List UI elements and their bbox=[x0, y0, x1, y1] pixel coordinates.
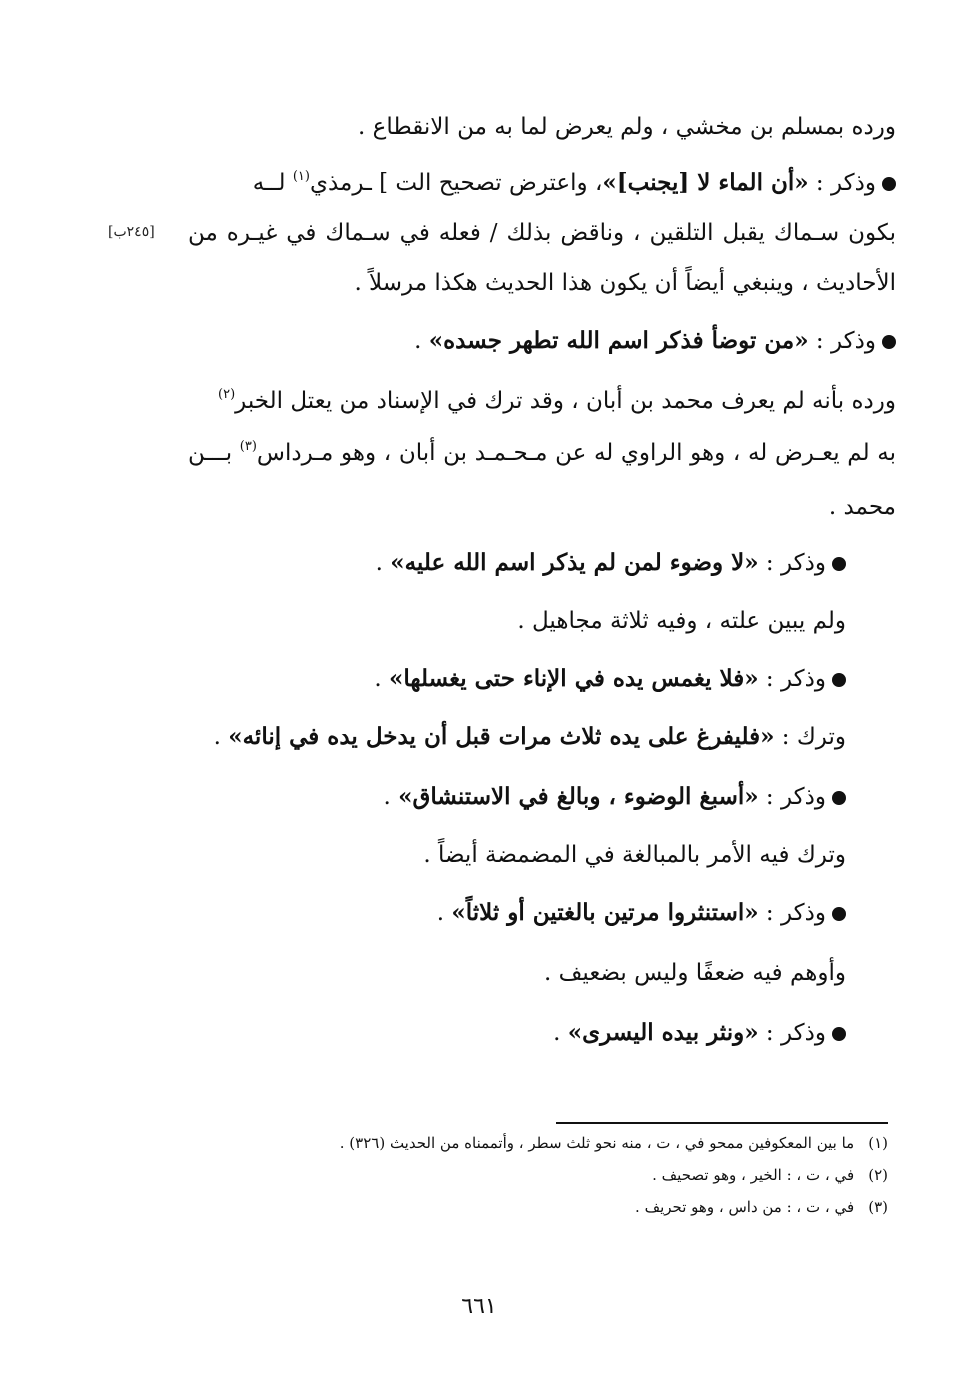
line-prefix: وترك : bbox=[774, 724, 846, 750]
bullet-icon bbox=[882, 177, 896, 191]
text-line bbox=[374, 662, 846, 696]
text-line bbox=[214, 720, 846, 754]
line-prefix: وذكر : bbox=[758, 1020, 826, 1046]
bullet-icon bbox=[832, 791, 846, 805]
line-prefix: وذكر : bbox=[808, 328, 876, 354]
footnote-divider bbox=[556, 1122, 888, 1124]
footnote-number: (٣) bbox=[868, 1198, 888, 1216]
line-prefix: وذكر : bbox=[758, 784, 826, 810]
line-text: الأحاديث ، وينبغي أيضاً أن يكون هذا الحديث هكذا مرسلاً . bbox=[354, 270, 896, 296]
text-line bbox=[544, 956, 846, 990]
line-text: . bbox=[213, 724, 229, 750]
bullet-icon bbox=[832, 907, 846, 921]
line-text: . bbox=[375, 550, 391, 576]
text-line bbox=[517, 604, 846, 638]
line-text: بكون سـماك يقبل التلقين ، وناقض بذلك / فعله في سـماك في غيـره من bbox=[188, 220, 896, 246]
text-line bbox=[553, 1016, 846, 1050]
footnote-number: (١) bbox=[868, 1134, 888, 1152]
footnote-ref: (١) bbox=[292, 169, 310, 184]
line-text: ورده بأنه لم يعرف محمد بن أبان ، وقد ترك في الإسناد من يعتل الخبر bbox=[235, 388, 896, 414]
footnote bbox=[635, 1198, 888, 1216]
text-line bbox=[376, 546, 846, 580]
hadith-quote: «فلا يغمس يده في الإناء حتى يغسلها» bbox=[389, 665, 759, 692]
line-text: لــه bbox=[252, 170, 293, 196]
line-text: وأوهم فيه ضعفًا وليس بضعيف . bbox=[543, 960, 846, 986]
line-text: به لم يعـرض له ، وهو الراوي له عن مـحـمـد بن أبان ، وهو مـرداس bbox=[256, 440, 896, 466]
line-text: ، واعترض تصحيح الت ] ـرمذي bbox=[309, 170, 603, 196]
text-line bbox=[188, 436, 896, 470]
text-line bbox=[354, 266, 896, 300]
line-text: ورده بمسلم بن مخشي ، ولم يعرض لما به من الانقطاع . bbox=[358, 114, 896, 140]
bullet-icon bbox=[832, 557, 846, 571]
page-number: ٦٦١ bbox=[461, 1294, 497, 1319]
text-line bbox=[414, 324, 896, 358]
line-prefix: وذكر : bbox=[808, 170, 876, 196]
text-line bbox=[358, 110, 896, 144]
line-text: . bbox=[553, 1020, 568, 1046]
text-line bbox=[423, 838, 846, 872]
line-text: بـــن bbox=[188, 440, 240, 466]
line-text: محمد . bbox=[828, 494, 896, 520]
hadith-quote: «أسبغ الوضوء ، وبالغ في الاستنشاق» bbox=[398, 783, 759, 810]
text-line bbox=[437, 896, 846, 930]
line-text: . bbox=[414, 328, 429, 354]
footnote-ref: (٣) bbox=[239, 439, 257, 454]
bullet-icon bbox=[832, 673, 846, 687]
line-text: ولم يبين علته ، وفيه ثلاثة مجاهيل . bbox=[517, 608, 846, 634]
footnote bbox=[652, 1166, 888, 1184]
manuscript-folio-note: [٢٤٥ب] bbox=[108, 224, 155, 240]
line-text: . bbox=[383, 784, 399, 810]
line-prefix: وذكر : bbox=[758, 666, 826, 692]
text-line bbox=[188, 216, 896, 250]
text-line bbox=[253, 166, 896, 200]
line-text: . bbox=[374, 666, 389, 692]
line-prefix: وذكر : bbox=[758, 550, 826, 576]
footnote-text: في ، ت ، : من داس ، وهو تحريف . bbox=[635, 1198, 855, 1216]
hadith-quote: «لا وضوء لمن لم يذكر اسم الله عليه» bbox=[390, 549, 759, 576]
hadith-quote: «من توضأ فذكر اسم الله تطهر جسده» bbox=[428, 327, 809, 354]
line-prefix: وذكر : bbox=[758, 900, 826, 926]
footnote bbox=[340, 1134, 888, 1152]
hadith-quote: «استنثروا مرتين بالغتين أو ثلاثاً» bbox=[451, 899, 759, 926]
line-text: . bbox=[436, 900, 452, 926]
footnote-ref: (٢) bbox=[218, 387, 236, 402]
footnote-text: في ، ت ، : الخير ، وهو تصحيف . bbox=[652, 1166, 855, 1184]
hadith-quote: «ونثر بيده اليسرى» bbox=[567, 1019, 759, 1046]
text-line bbox=[383, 780, 846, 814]
hadith-quote: «فليفرغ على يده ثلاث مرات قبل أن يدخل يده في إنائه» bbox=[228, 723, 775, 750]
bullet-icon bbox=[832, 1027, 846, 1041]
text-line bbox=[829, 490, 896, 524]
bullet-icon bbox=[882, 335, 896, 349]
hadith-quote: «أن الماء لا [يجنب]» bbox=[602, 169, 809, 196]
footnote-text: ما بين المعكوفين ممحو في ، ت ، منه نحو ثلث سطر ، وأتممناه من الحديث (٣٢٦) . bbox=[339, 1134, 855, 1152]
line-text: وترك فيه الأمر بالمبالغة في المضمضة أيضاً . bbox=[423, 842, 846, 868]
text-line bbox=[218, 384, 896, 418]
footnote-number: (٢) bbox=[868, 1166, 888, 1184]
